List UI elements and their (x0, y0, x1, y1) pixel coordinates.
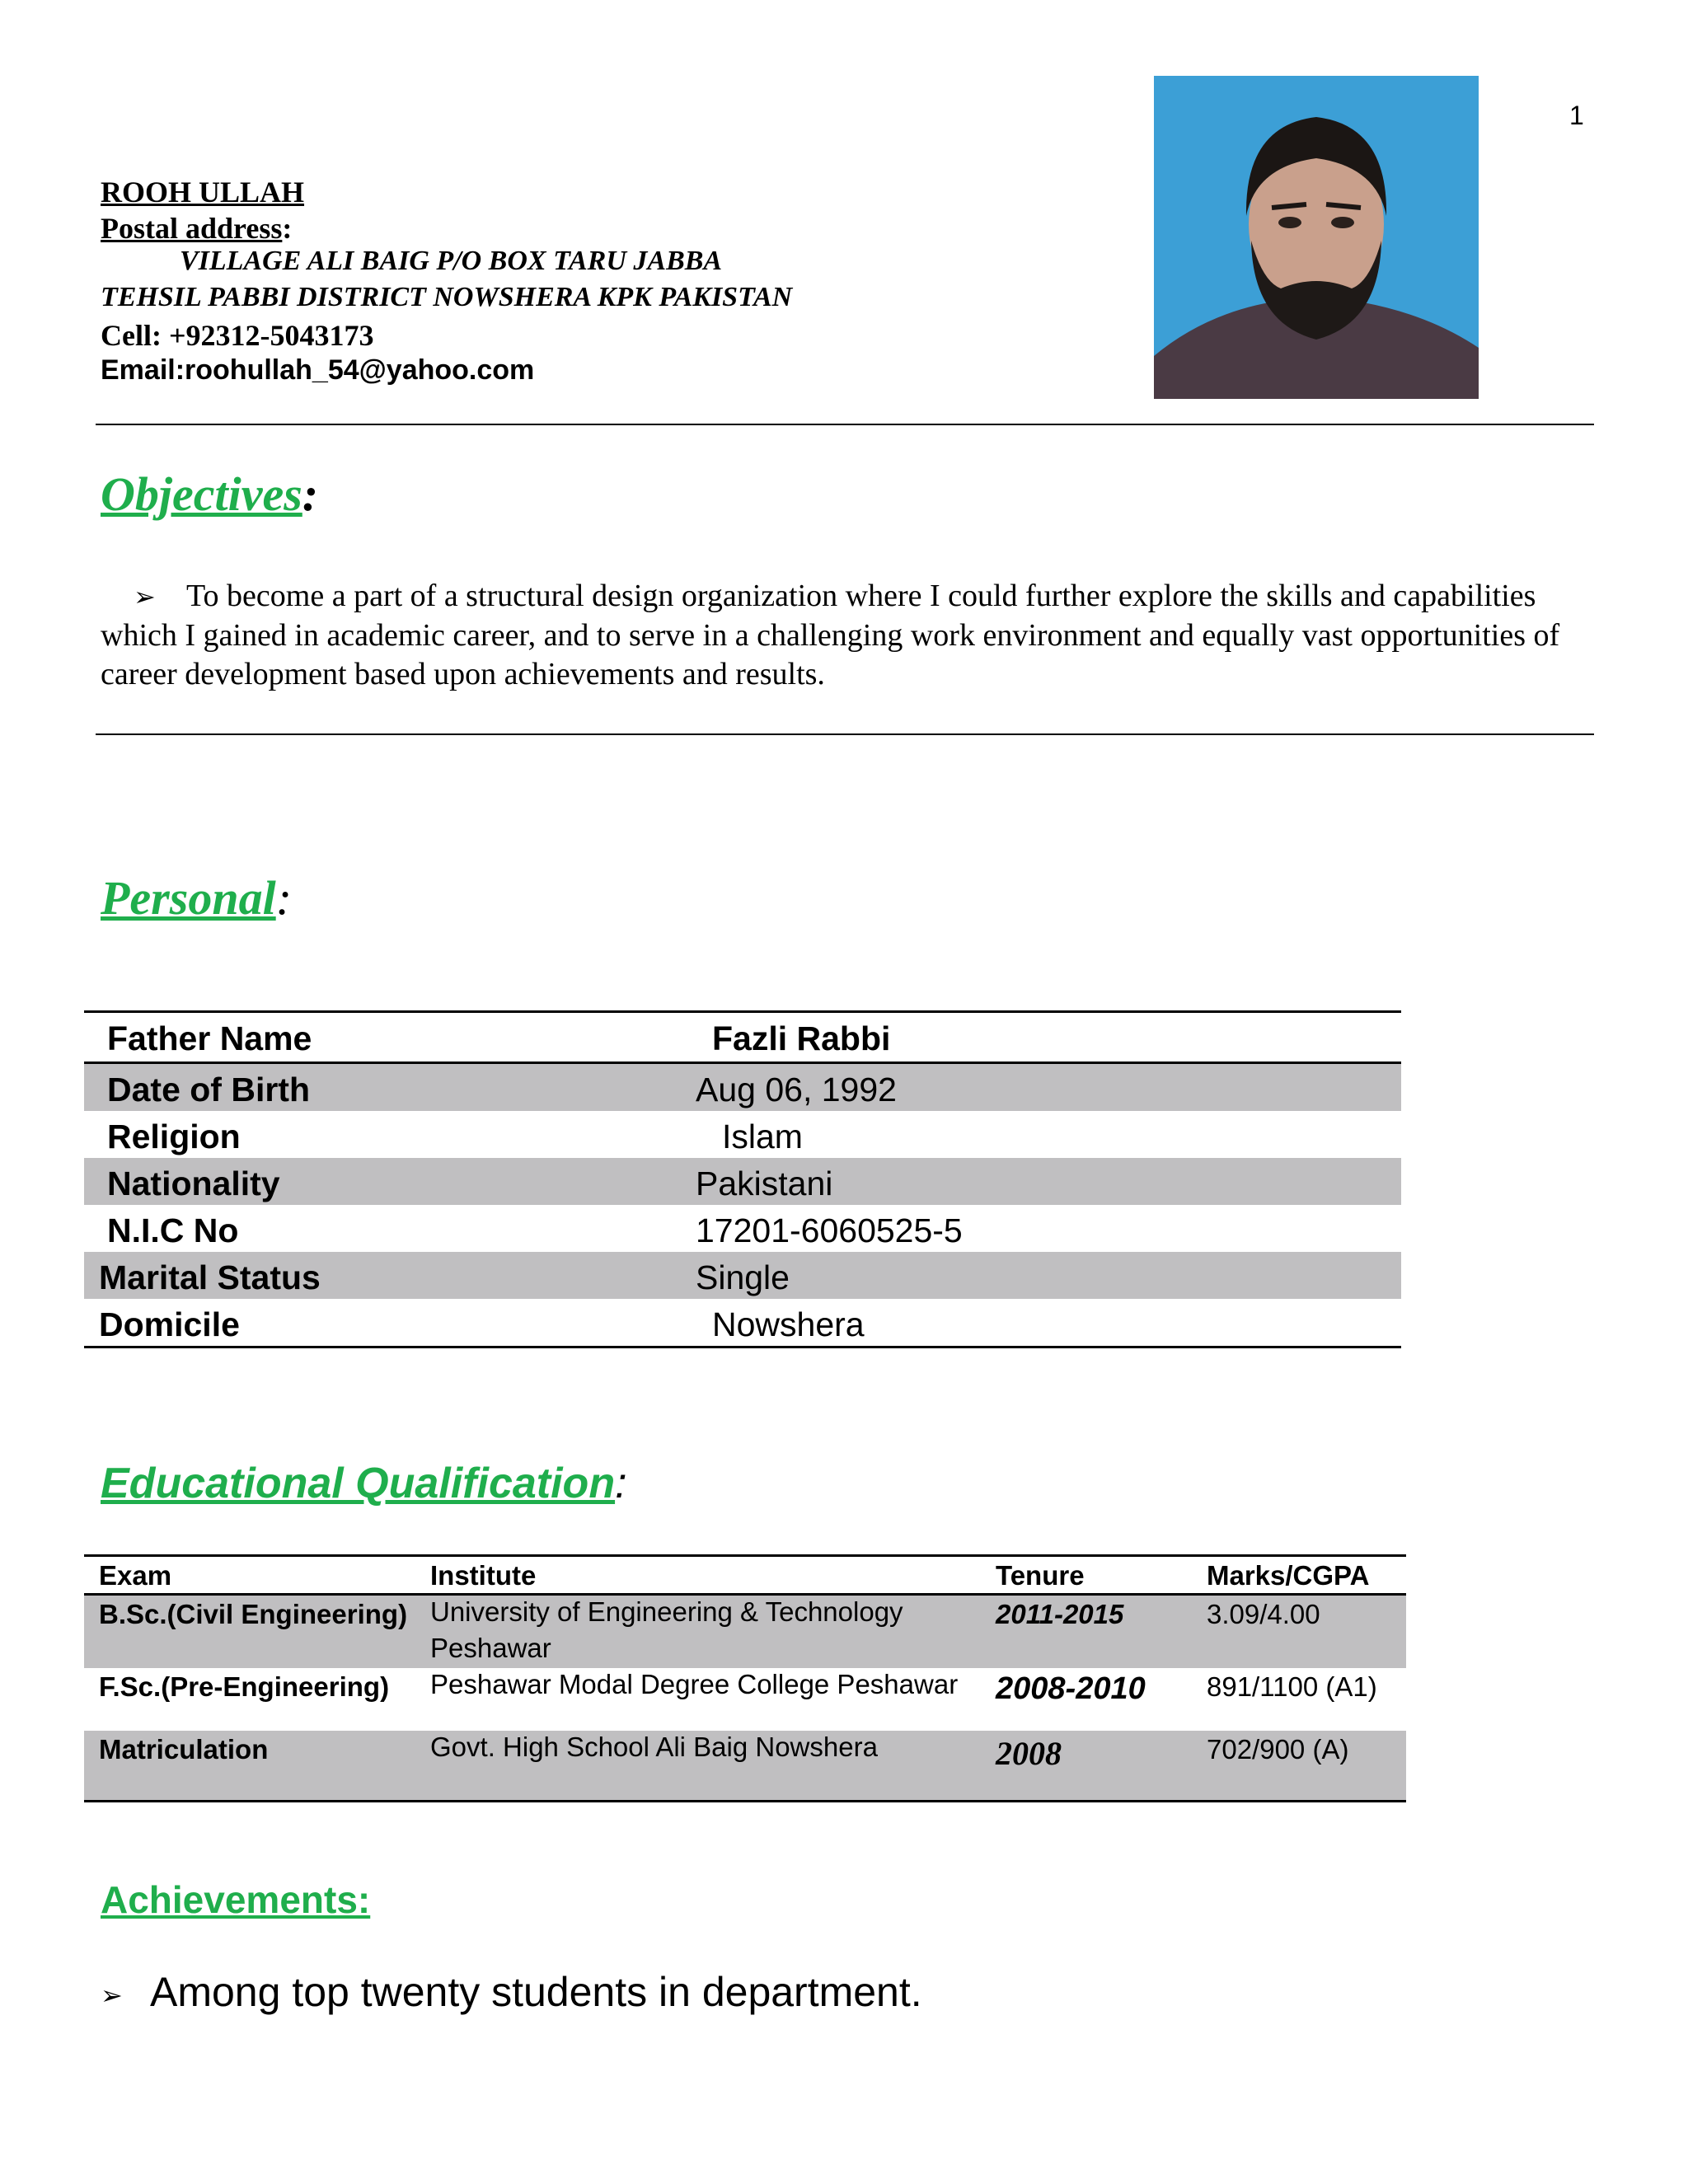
table-row (84, 1596, 1406, 1668)
personal-heading (101, 870, 292, 926)
page-number: 1 (1569, 101, 1584, 130)
row-label: Father Name (107, 1019, 312, 1057)
row-label: Nationality (107, 1165, 280, 1202)
marks-cell: 891/1100 (A1) (1207, 1671, 1377, 1702)
column-header-exam: Exam (99, 1560, 172, 1591)
arrow-bullet-icon: ➢ (134, 581, 156, 612)
institute-cell: Peshawar Modal Degree College Peshawar (430, 1669, 959, 1699)
row-label: Domicile (99, 1305, 240, 1343)
objectives-heading-colon: : (302, 467, 319, 521)
institute-cell: University of Engineering & Technology Peshawar (430, 1596, 903, 1663)
objectives-heading-text: Objectives (101, 467, 302, 521)
candidate-name: ROOH ULLAH (101, 176, 305, 209)
address-line-1: VILLAGE ALI BAIG P/O BOX TARU JABBA (180, 246, 723, 276)
arrow-bullet-icon: ➢ (101, 1979, 123, 2011)
list-item (101, 1968, 922, 2016)
personal-heading-text: Personal (101, 871, 276, 925)
divider (96, 733, 1594, 735)
email-address: Email:roohullah_54@yahoo.com (101, 354, 535, 386)
education-heading-colon: : (615, 1460, 627, 1507)
objectives-heading (101, 466, 318, 522)
column-header-tenure: Tenure (996, 1560, 1085, 1591)
marks-cell: 3.09/4.00 (1207, 1599, 1320, 1629)
row-value: Pakistani (696, 1165, 833, 1202)
postal-address-label (101, 211, 292, 246)
address-line-2: TEHSIL PABBI DISTRICT NOWSHERA KPK PAKISTAN (101, 282, 793, 312)
table-row (84, 1064, 1401, 1111)
table-row (84, 1252, 1401, 1299)
column-header-institute: Institute (430, 1560, 537, 1591)
portrait-image (1154, 76, 1479, 399)
table-row (84, 1205, 1401, 1252)
marks-cell: 702/900 (A) (1207, 1734, 1349, 1765)
personal-heading-colon: : (275, 871, 293, 925)
table-row (84, 1158, 1401, 1205)
row-value: Aug 06, 1992 (696, 1071, 897, 1108)
table-row (84, 1013, 1401, 1064)
exam-cell: B.Sc.(Civil Engineering) (99, 1599, 408, 1629)
objective-text: To become a part of a structural design organization where I could further explore the skills and capabilities which I gained in academic career, and to serve in a challenging work environment and equally vast opportunities of career development based upon achievements and results. (101, 579, 1560, 691)
row-label: Religion (107, 1118, 241, 1155)
institute-cell: Govt. High School Ali Baig Nowshera (430, 1732, 878, 1762)
divider (96, 424, 1594, 425)
row-value: 17201-6060525-5 (696, 1212, 963, 1249)
table-row (84, 1668, 1406, 1731)
postal-label-colon: : (282, 212, 293, 245)
personal-info-table (84, 1010, 1401, 1348)
achievements-heading: Achievements: (101, 1878, 371, 1921)
column-header-marks: Marks/CGPA (1207, 1560, 1370, 1591)
row-value: Single (696, 1258, 790, 1296)
row-label: Marital Status (99, 1258, 321, 1296)
education-table (84, 1554, 1406, 1802)
postal-label-text: Postal address (101, 212, 283, 245)
tenure-cell: 2011-2015 (996, 1599, 1124, 1629)
table-header-row (84, 1557, 1406, 1596)
row-value: Nowshera (712, 1305, 865, 1343)
cell-number: Cell: +92312-5043173 (101, 319, 374, 352)
table-row (84, 1299, 1401, 1346)
row-label: Date of Birth (107, 1071, 310, 1108)
tenure-cell: 2008 (996, 1735, 1062, 1772)
row-value: Fazli Rabbi (712, 1019, 891, 1057)
exam-cell: F.Sc.(Pre-Engineering) (99, 1671, 390, 1702)
achievement-text: Among top twenty students in department. (150, 1969, 922, 2015)
exam-cell: Matriculation (99, 1734, 269, 1765)
objective-paragraph (101, 577, 1592, 694)
table-row (84, 1731, 1406, 1800)
profile-photo (1154, 76, 1479, 399)
tenure-cell: 2008-2010 (996, 1671, 1146, 1706)
education-heading (101, 1459, 627, 1508)
education-heading-text: Educational Qualification (101, 1460, 616, 1507)
table-row (84, 1111, 1401, 1158)
row-label: N.I.C No (107, 1212, 239, 1249)
row-value: Islam (722, 1118, 803, 1155)
